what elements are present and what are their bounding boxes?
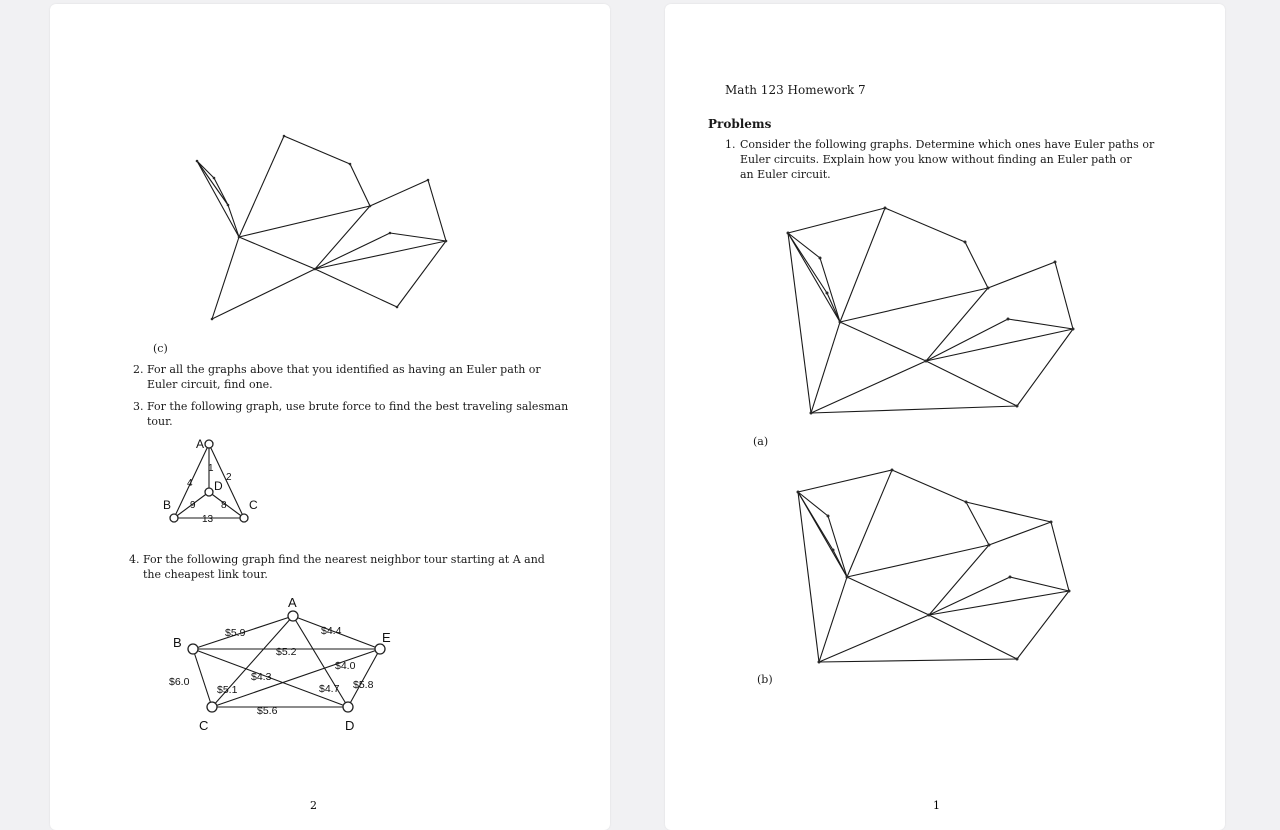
problem-1-text-cont: Euler circuits. Explain how you know without finding an Euler path or: [740, 153, 1132, 166]
tsp-weight-ac: 2: [226, 472, 232, 483]
k5-weight-be: $5.2: [276, 646, 297, 658]
tsp-graph: [160, 434, 270, 526]
k5-weight-ac: $5.1: [217, 684, 238, 696]
k5-vertex-d: [343, 702, 353, 712]
problem-2-text-cont: Euler circuit, find one.: [147, 378, 273, 391]
graph-c-label: (c): [153, 342, 168, 355]
k5-weight-bd: $4.3: [251, 671, 272, 683]
page-number: 1: [933, 799, 940, 812]
problem-1-text-cont2: an Euler circuit.: [740, 168, 831, 181]
problem-1-text: Consider the following graphs. Determine which ones have Euler paths or: [740, 138, 1155, 151]
k5-vertex-e: [375, 644, 385, 654]
problem-3-text-cont: tour.: [147, 415, 173, 428]
k5-vertex-c: [207, 702, 217, 712]
k5-vertex-a: [288, 611, 298, 621]
tsp-weight-ad: 1: [208, 463, 214, 474]
graph-a-vertices: [787, 207, 1075, 415]
k5-vertex-b: [188, 644, 198, 654]
tsp-vertex-b: [170, 514, 178, 522]
page-number: 2: [310, 799, 317, 812]
problem-3-text: For the following graph, use brute force to find the best traveling salesman: [147, 400, 569, 413]
graph-b-label: (b): [757, 673, 773, 686]
tsp-weight-bd: 9: [190, 500, 196, 511]
k5-weighted-graph: [165, 592, 405, 737]
tsp-label-b: B: [163, 498, 172, 512]
tsp-label-c: C: [249, 498, 258, 512]
graph-b: [795, 466, 1075, 666]
graph-b-vertices: [797, 469, 1071, 664]
tsp-label-a: A: [196, 437, 205, 451]
graph-a-label: (a): [753, 435, 769, 448]
tsp-label-d: D: [214, 479, 223, 493]
k5-label-b: B: [173, 635, 182, 650]
problem-4-text-cont: the cheapest link tour.: [143, 568, 268, 581]
k5-weight-ad: $4.7: [319, 683, 340, 695]
graph-c: [190, 124, 450, 324]
tsp-vertex-c: [240, 514, 248, 522]
k5-label-e: E: [382, 630, 391, 645]
k5-weight-ae: $4.4: [321, 625, 342, 637]
graph-a: [785, 204, 1085, 419]
problem-2-text: For all the graphs above that you identified as having an Euler path or: [147, 363, 541, 376]
problem-1-number: 1.: [725, 138, 736, 151]
k5-label-c-shown: C: [199, 718, 209, 733]
k5-weight-cd: $5.6: [257, 705, 278, 717]
tsp-weight-bc: 13: [202, 514, 214, 525]
k5-weight-ab: $5.9: [225, 627, 246, 639]
problem-3-number: 3.: [133, 400, 144, 413]
k5-weight-ec: $5.8: [353, 679, 374, 691]
document-page-2: [50, 4, 610, 830]
tsp-vertex-d: [205, 488, 213, 496]
problem-4-text: For the following graph find the nearest neighbor tour starting at A and: [143, 553, 545, 566]
section-title: Problems: [708, 117, 772, 131]
tsp-vertex-a: [205, 440, 213, 448]
tsp-weight-ab: 4: [187, 478, 193, 489]
problem-4-number: 4.: [129, 553, 140, 566]
k5-weight-ed: $4.0: [335, 660, 356, 672]
tsp-weight-cd: 8: [221, 500, 227, 511]
problem-2-number: 2.: [133, 363, 144, 376]
header: Math 123 Homework 7: [725, 83, 866, 97]
k5-label-d: D: [345, 718, 355, 733]
k5-weight-bc: $6.0: [169, 676, 190, 688]
k5-label-a: A: [288, 595, 297, 610]
document-page-1: [665, 4, 1225, 830]
